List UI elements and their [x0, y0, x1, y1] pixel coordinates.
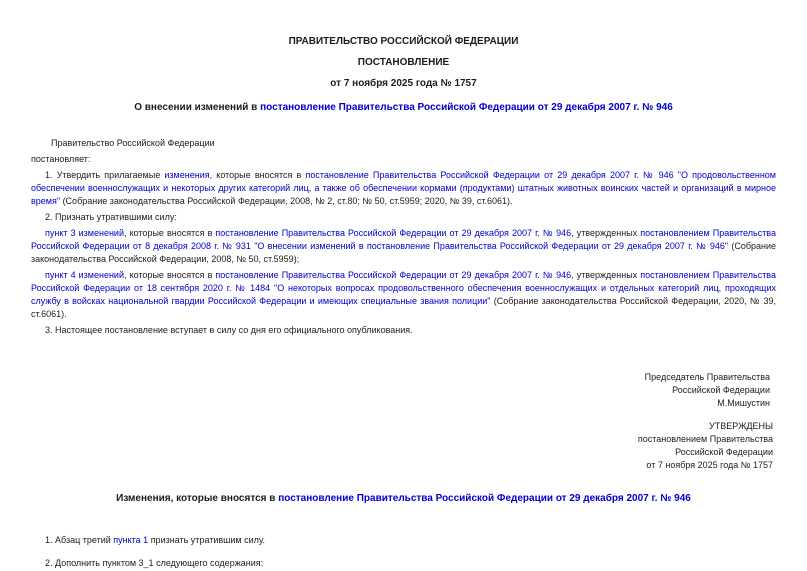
- header-organization: ПРАВИТЕЛЬСТВО РОССИЙСКОЙ ФЕДЕРАЦИИ: [288, 36, 519, 47]
- title-prefix: О внесении изменений в: [134, 102, 261, 113]
- clause-2b-text: , которые вносятся в: [124, 270, 216, 280]
- signature-post-line-1: Председатель Правительства: [644, 372, 770, 382]
- approval-status: УТВЕРЖДЕНЫ: [709, 421, 773, 431]
- approval-block: [31, 420, 776, 472]
- signature-post-line-2: Российской Федерации: [672, 385, 770, 395]
- annex-p1-text: 1. Абзац третий: [45, 535, 114, 545]
- clause-2b-text-2: , утвержденных: [571, 270, 641, 280]
- signature-block: [31, 371, 776, 410]
- clause-2b-resolution-link[interactable]: постановление Правительства Российской Федерации от 29 декабря 2007 г. № 946: [215, 270, 572, 280]
- clause-2b-source-ref: (Собрание законодательства Российской Федерации, 2020, № 39, ст.6061).: [31, 296, 776, 319]
- clause-2-item-1: [31, 227, 776, 266]
- clause-3: 3. Настоящее постановление вступает в силу со дня его официального опубликования.: [45, 325, 413, 335]
- preamble-intro: Правительство Российской Федерации: [51, 138, 215, 148]
- clause-1-text-2: , которые вносятся в: [209, 170, 306, 180]
- annex-body: [31, 534, 776, 570]
- clause-2b-item-link[interactable]: пункт 4 изменений: [45, 270, 124, 280]
- header-date-number: от 7 ноября 2025 года № 1757: [330, 78, 477, 89]
- clause-2a-item-link[interactable]: пункт 3 изменений: [45, 228, 124, 238]
- annex-paragraph-2: 2. Дополнить пунктом 3_1 следующего содержания:: [45, 558, 264, 568]
- clause-2a-source-ref: (Собрание законодательства Российской Федерации, 2008, № 50, ст.5959);: [31, 241, 777, 264]
- document-body: [31, 137, 776, 337]
- clause-2: 2. Признать утратившими силу:: [45, 212, 177, 222]
- annex-p1-text-2: признать утратившим силу.: [148, 535, 265, 545]
- document-title: [31, 102, 776, 113]
- approval-by-line-1: постановлением Правительства: [637, 434, 773, 444]
- annex-heading-prefix: Изменения, которые вносятся в: [116, 493, 279, 504]
- clause-1: [31, 169, 776, 208]
- clause-2-item-2: [31, 269, 776, 321]
- approval-date-number: от 7 ноября 2025 года № 1757: [646, 460, 773, 470]
- clause-2a-text: , которые вносятся в: [124, 228, 216, 238]
- signature-name: М.Мишустин: [717, 398, 770, 408]
- clause-1-amendments-link[interactable]: изменения: [164, 170, 210, 180]
- clause-2a-resolution-link[interactable]: постановление Правительства Российской Федерации от 29 декабря 2007 г. № 946: [215, 228, 572, 238]
- clause-1-source-ref: (Собрание законодательства Российской Федерации, 2008, № 2, ст.80; № 50, ст.5959; 2020, № 39, ст.6061).: [60, 196, 513, 206]
- document-header: [31, 36, 776, 89]
- preamble-decree: постановляет:: [31, 154, 91, 164]
- clause-2b-approving-resolution-link[interactable]: постановлением Правительства Российской Федерации от 18 сентября 2020 г. № 1484 "О некоторых вопросах продовольственного обеспечения военнослужащих и отдельных категорий лиц, проходящих службу в войсках национальной гвардии Российской Федерации и имеющих специальные звания полиции": [31, 270, 776, 306]
- title-link[interactable]: постановление Правительства Российской Федерации от 29 декабря 2007 г. № 946: [260, 102, 673, 113]
- annex-paragraph-1: [31, 534, 776, 547]
- annex-p1-item-link[interactable]: пункта 1: [113, 535, 149, 545]
- annex-heading: [31, 493, 776, 504]
- clause-1-text: 1. Утвердить прилагаемые: [45, 170, 165, 180]
- clause-1-resolution-link[interactable]: постановление Правительства Российской Федерации от 29 декабря 2007 г. № 946 "О продовольственном обеспечении военнослужащих и некоторых других категорий лиц, а также об обеспечении кормами (продуктами) штатных животных воинских частей и организаций в мирное время": [31, 170, 776, 206]
- clause-2a-approving-resolution-link[interactable]: постановлением Правительства Российской Федерации от 8 декабря 2008 г. № 931 "О внесении изменений в постановление Правительства Российской Федерации от 29 декабря 2007 г. № 946": [31, 228, 776, 251]
- approval-by-line-2: Российской Федерации: [675, 447, 773, 457]
- annex-heading-link[interactable]: постановление Правительства Российской Федерации от 29 декабря 2007 г. № 946: [278, 493, 691, 504]
- header-document-type: ПОСТАНОВЛЕНИЕ: [357, 57, 450, 68]
- clause-2a-text-2: , утвержденных: [571, 228, 641, 238]
